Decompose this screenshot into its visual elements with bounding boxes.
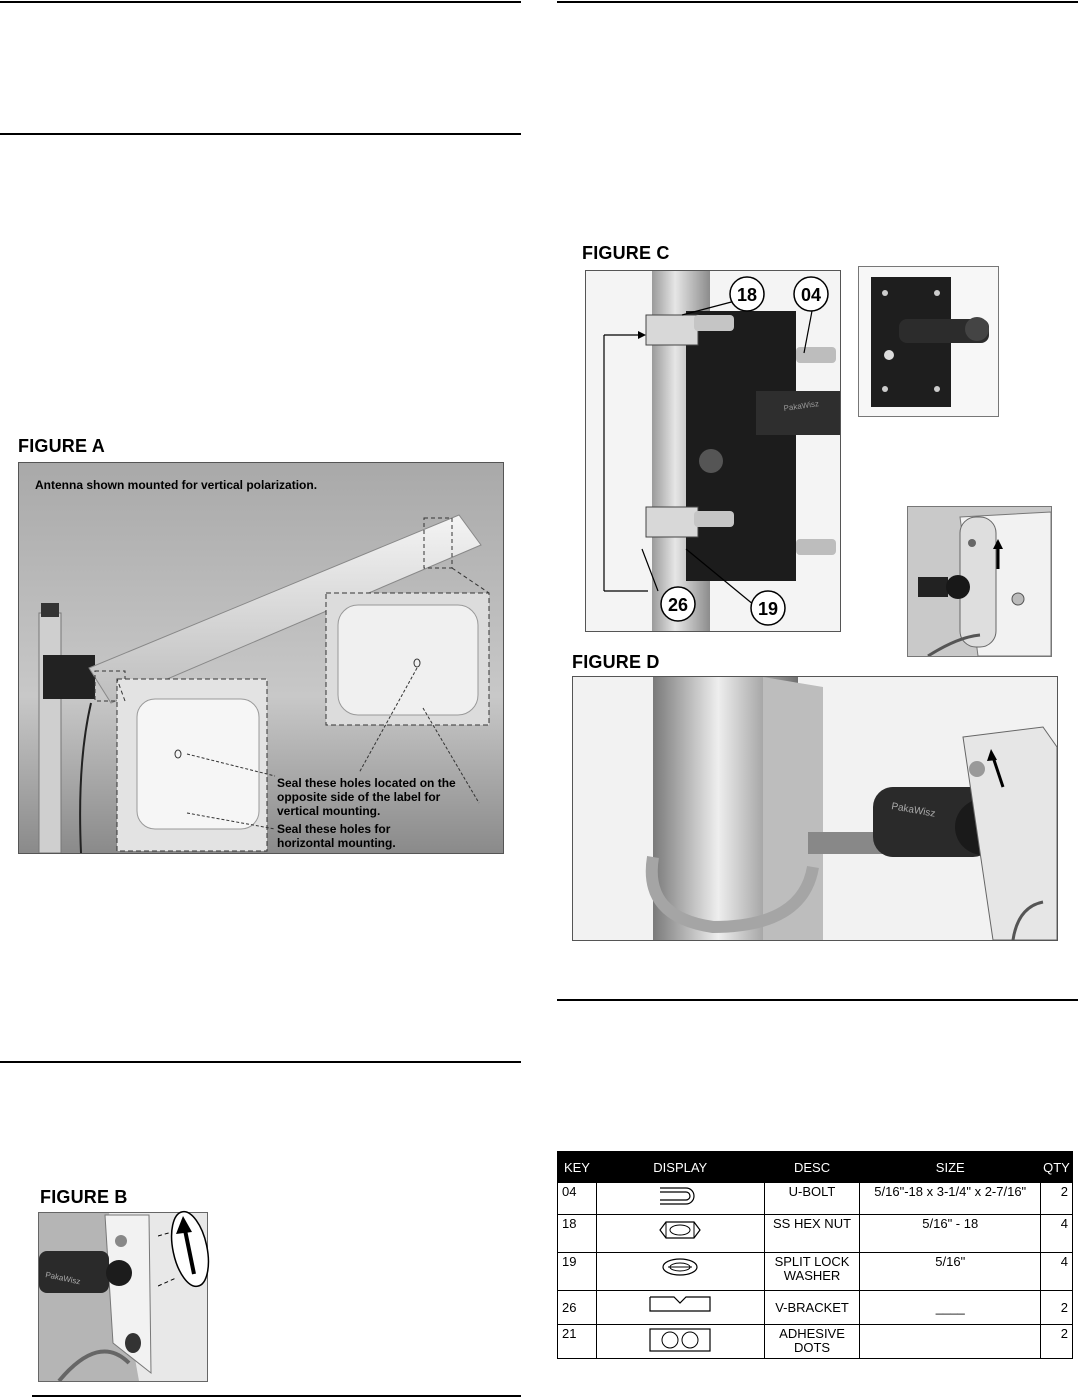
table-cell-size: 5/16" - 18 <box>860 1215 1041 1253</box>
table-cell-qty: 4 <box>1041 1253 1073 1291</box>
rule-right-top <box>557 1 1078 3</box>
figure-a-image <box>18 462 504 854</box>
table-header-row <box>558 1152 1073 1183</box>
table-cell-display <box>596 1253 764 1291</box>
figure-a-caption: Antenna shown mounted for vertical polarization. <box>35 478 318 492</box>
table-cell-desc: ADHESIVE DOTS <box>764 1325 860 1359</box>
rule-left-top <box>0 1 521 3</box>
figure-a-callout-vertical-3: vertical mounting. <box>277 804 381 818</box>
table-cell-key: 18 <box>558 1215 597 1253</box>
figure-c-callout-18: 18 <box>736 285 758 305</box>
table-cell-key: 04 <box>558 1183 597 1215</box>
table-cell-size: 5/16"-18 x 3-1/4" x 2-7/16" <box>860 1183 1041 1215</box>
figure-c-callout-19: 19 <box>757 599 779 619</box>
figure-c-callout-04: 04 <box>800 285 822 305</box>
table-cell-qty: 2 <box>1041 1183 1073 1215</box>
table-cell-qty: 2 <box>1041 1325 1073 1359</box>
table-cell-size: ____ <box>860 1291 1041 1325</box>
rule-left-2 <box>0 133 521 135</box>
table-cell-size <box>860 1325 1041 1359</box>
table-row <box>558 1253 1073 1291</box>
table-row <box>558 1183 1073 1215</box>
figure-a-callout-vertical-1: Seal these holes located on the <box>277 776 456 790</box>
figure-d-label: FIGURE D <box>572 652 660 672</box>
adhesive-dots-icon <box>648 1327 712 1353</box>
v-bracket-icon <box>648 1293 712 1315</box>
table-cell-display <box>596 1291 764 1325</box>
table-cell-qty: 4 <box>1041 1215 1073 1253</box>
table-cell-key: 19 <box>558 1253 597 1291</box>
table-cell-desc: SPLIT LOCK WASHER <box>764 1253 860 1291</box>
parts-table <box>557 1151 1073 1359</box>
table-row <box>558 1291 1073 1325</box>
figure-a-label: FIGURE A <box>18 436 105 456</box>
table-cell-display <box>596 1215 764 1253</box>
figure-c-image-main <box>585 270 841 632</box>
figure-a-callout-horizontal-2: horizontal mounting. <box>277 836 396 850</box>
figure-d-image <box>572 676 1058 941</box>
hex-nut-icon <box>656 1217 704 1243</box>
rule-left-bottom <box>32 1395 521 1397</box>
table-row <box>558 1325 1073 1359</box>
table-cell-qty: 2 <box>1041 1291 1073 1325</box>
table-cell-desc: SS HEX NUT <box>764 1215 860 1253</box>
rule-right-2 <box>557 999 1078 1001</box>
table-cell-display <box>596 1183 764 1215</box>
figure-c-image-plate <box>858 266 999 417</box>
table-cell-size: 5/16" <box>860 1253 1041 1291</box>
table-cell-key: 26 <box>558 1291 597 1325</box>
table-cell-display <box>596 1325 764 1359</box>
figure-a-callout-vertical-2: opposite side of the label for <box>277 790 441 804</box>
figure-c-brand-text: PakaWisz <box>783 399 820 413</box>
figure-b-brand-text: PakaWisz <box>44 1270 82 1287</box>
u-bolt-icon <box>656 1185 704 1207</box>
split-lock-washer-icon <box>656 1255 704 1279</box>
figure-c-callout-26: 26 <box>667 595 689 615</box>
table-header-qty: QTY <box>1041 1152 1073 1183</box>
table-header-size: SIZE <box>860 1152 1041 1183</box>
figure-b-label: FIGURE B <box>40 1187 128 1207</box>
table-cell-desc: V-BRACKET <box>764 1291 860 1325</box>
table-cell-desc: U-BOLT <box>764 1183 860 1215</box>
table-header-desc: DESC <box>764 1152 860 1183</box>
figure-c-label: FIGURE C <box>582 243 670 263</box>
figure-c-image-mount <box>907 506 1052 657</box>
rule-left-3 <box>0 1061 521 1063</box>
table-header-display: DISPLAY <box>596 1152 764 1183</box>
figure-d-brand-text: PakaWisz <box>890 801 937 820</box>
table-row <box>558 1215 1073 1253</box>
table-header-key: KEY <box>558 1152 597 1183</box>
figure-a-callout-horizontal-1: Seal these holes for <box>277 822 391 836</box>
table-cell-key: 21 <box>558 1325 597 1359</box>
figure-b-arrow-callout <box>158 1208 218 1290</box>
